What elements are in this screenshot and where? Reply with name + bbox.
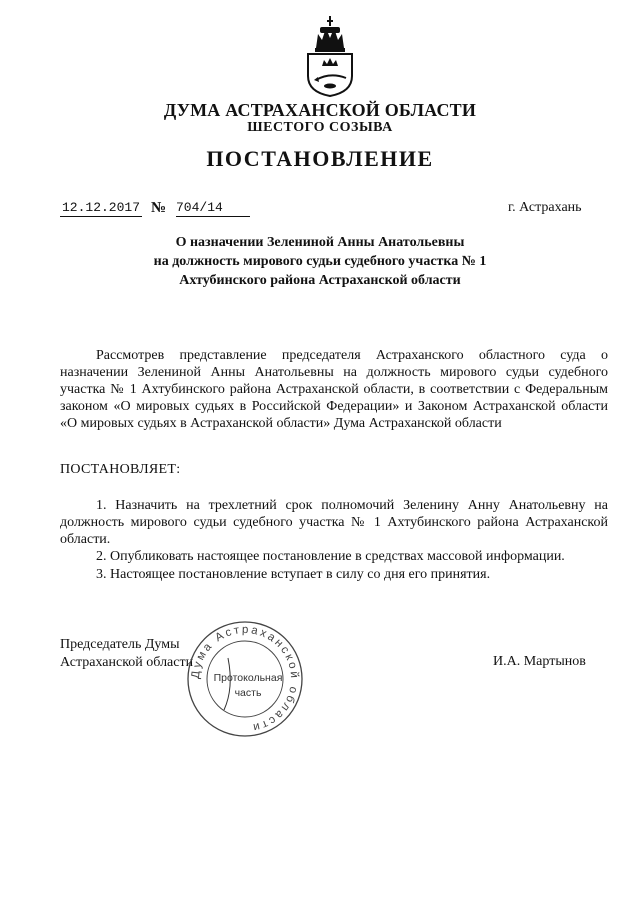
number-sign: № [151,200,167,216]
resolution-item: 3. Настоящее постановление вступает в силу со дня его принятия. [96,567,491,582]
document-city: г. Астрахань [508,200,582,215]
resolution-item: 2. Опубликовать настоящее постановление в средствах массовой информации. [96,549,565,564]
subject-line: О назначении Зелениной Анны Анатольевны [175,235,465,250]
stamp-center-line: Протокольная [213,672,283,684]
signatory-title [60,636,193,672]
astrakhan-coat-of-arms-icon [302,14,358,98]
resolve-heading: ПОСТАНОВЛЯЕТ: [60,462,181,477]
stamp-center-text [208,671,288,701]
signatory-name: И.А. Мартынов [493,654,586,669]
subject-line: на должность мирового судьи судебного участка № 1 [153,254,487,269]
convocation: ШЕСТОГО СОЗЫВА [247,120,393,135]
signatory-title-line: Председатель Думы [60,637,180,652]
document-type: ПОСТАНОВЛЕНИЕ [206,146,434,171]
resolution-item: 1. Назначить на трехлетний срок полномочий Зеленину Анну Анатольевну на должность мирового судьи судебного участка № 1 Ахтубинского района Астраханской области. [60,498,608,547]
preamble-paragraph: Рассмотрев представление председателя Астраханского областного суда о назначении Зелениной Анны Анатольевны на должность мирового судьи судебного участка № 1 Ахтубинского района Астраханской области, в соответствии с Федеральным законом «О мировых судьях в Российской Федерации» и Законом Астраханской области «О мировых судьях в Астраханской области» Дума Астраханской области [60,348,608,431]
organization-name: ДУМА АСТРАХАНСКОЙ ОБЛАСТИ [163,100,477,120]
document-subject [0,233,640,290]
document-date: 12.12.2017 [62,200,141,215]
subject-line: Ахтубинского района Астраханской области [179,273,461,288]
signatory-title-line: Астраханской области [60,655,194,670]
stamp-center-line: часть [234,687,262,699]
stamp-ring-text: Дума Астраханской области [189,623,301,734]
document-number: 704/14 [176,200,250,217]
